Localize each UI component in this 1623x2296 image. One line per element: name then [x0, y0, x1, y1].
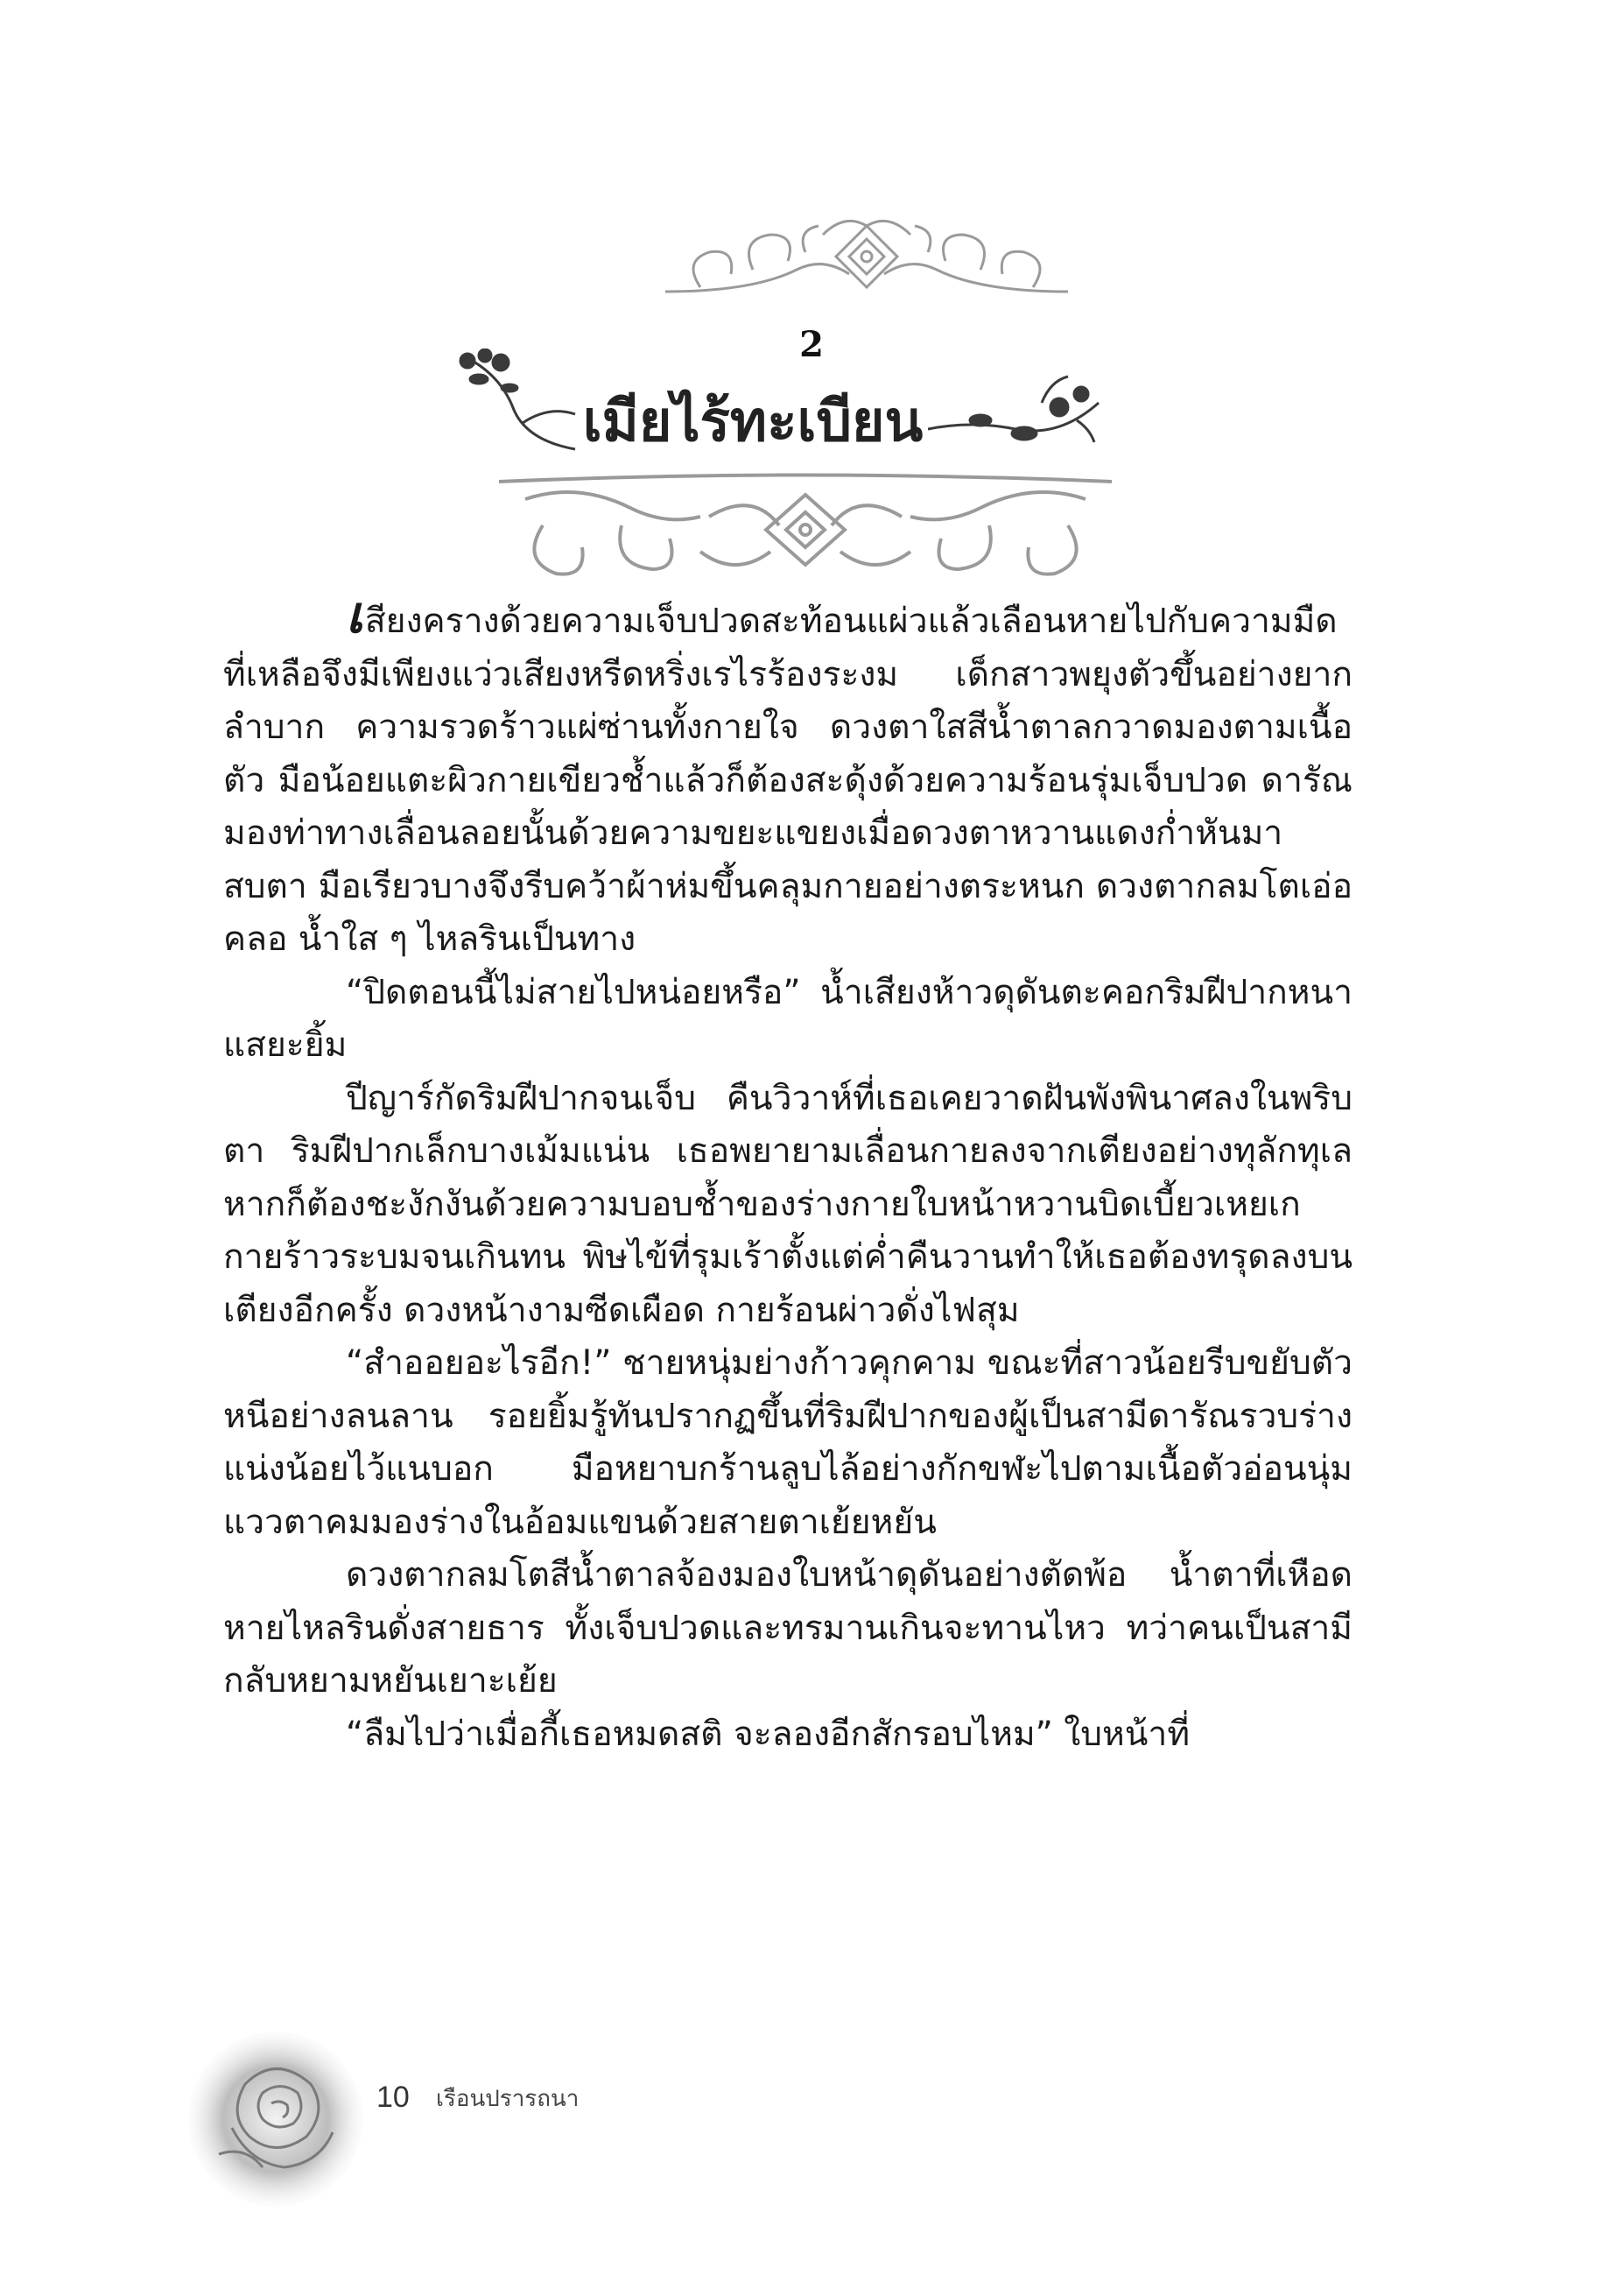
paragraph: ปีญาร์กัดริมฝีปากจนเจ็บ คืนวิวาห์ที่เธอเคยวาดฝันพังพินาศลงในพริบตา ริมฝีปากเล็กบางเม้มแน่น เธอพยายามเลื่อนกายลงจากเตียงอย่างทุลักทุเล หากก็ต้องชะงักงันด้วยความบอบช้ำของร่างกายใบหน้าหวานบิดเบี้ยวเหยเก กายร้าวระบมจนเกินทน พิษไข้ที่รุมเร้าตั้งแต่ค่ำคืนวานทำให้เธอต้องทรุดลงบนเตียงอีกครั้ง ดวงหน้างามซีดเผือด กายร้อนผ่าวดั่งไฟสุม	[223, 1078, 1352, 1330]
paragraph: “ปิดตอนนี้ไม่สายไปหน่อยหรือ” น้ำเสียงห้าวดุดันตะคอกริมฝีปากหนาแสยะยิ้ม	[223, 972, 1352, 1065]
chapter-number: 2	[799, 324, 824, 365]
chapter-body	[223, 585, 1352, 1761]
top-filigree-ornament-icon	[648, 208, 1086, 305]
paragraph	[223, 585, 1352, 967]
right-floral-vine-icon	[928, 368, 1103, 464]
chapter-title: เมียไร้ทะเบียน	[582, 389, 924, 454]
paragraph-text: สียงครางด้วยความเจ็บปวดสะท้อนแผ่วแล้วเลือนหายไปกับความมืด ที่เหลือจึงมีเพียงแว่วเสียงหรีดหริ่งเรไรร้องระงม เด็กสาวพยุงตัวขึ้นอย่างยากลำบาก ความรวดร้าวแผ่ซ่านทั้งกายใจ ดวงตาใสสีน้ำตาลกวาดมองตามเนื้อตัว มือน้อยแตะผิวกายเขียวช้ำแล้วก็ต้องสะดุ้งด้วยความร้อนรุ่มเจ็บปวด ดารัณมองท่าทางเลื่อนลอยนั้นด้วยความขยะแขยงเมื่อดวงตาหวานแดงก่ำหันมาสบตา มือเรียวบางจึงรีบคว้าผ้าห่มขึ้นคลุมกายอย่างตระหนก ดวงตากลมโตเอ่อคลอ น้ำใส ๆ ไหลรินเป็นทาง	[223, 602, 1352, 959]
paragraph: “ลืมไปว่าเมื่อกี้เธอหมดสติ จะลองอีกสักรอบไหม” ใบหน้าที่	[346, 1714, 1191, 1754]
running-book-title: เรือนปรารถนา	[436, 2086, 580, 2112]
paragraph: ดวงตากลมโตสีน้ำตาลจ้องมองใบหน้าดุดันอย่างตัดพ้อ น้ำตาที่เหือดหายไหลรินดั่งสายธาร ทั้งเจ็บปวดและทรมานเกินจะทานไหว ทว่าคนเป็นสามีกลับหยามหยันเยาะเย้ย	[223, 1555, 1352, 1701]
drop-initial: เ	[346, 585, 363, 644]
paragraph: “สำออยอะไรอีก!” ชายหนุ่มย่างก้าวคุกคาม ขณะที่สาวน้อยรีบขยับตัวหนีอย่างลนลาน รอยยิ้มรู้ทันปรากฏขึ้นที่ริมฝีปากของผู้เป็นสามีดารัณรวบร่างแน่งน้อยไว้แนบอก มือหยาบกร้านลูบไล้อย่างกักขฬะไปตามเนื้อตัวอ่อนนุ่ม แววตาคมมองร่างในอ้อมแขนด้วยสายตาเย้ยหยัน	[223, 1343, 1352, 1542]
bottom-filigree-ornament-icon	[490, 464, 1121, 587]
footer-rose-icon	[184, 2023, 368, 2211]
page-number: 10	[376, 2081, 410, 2114]
